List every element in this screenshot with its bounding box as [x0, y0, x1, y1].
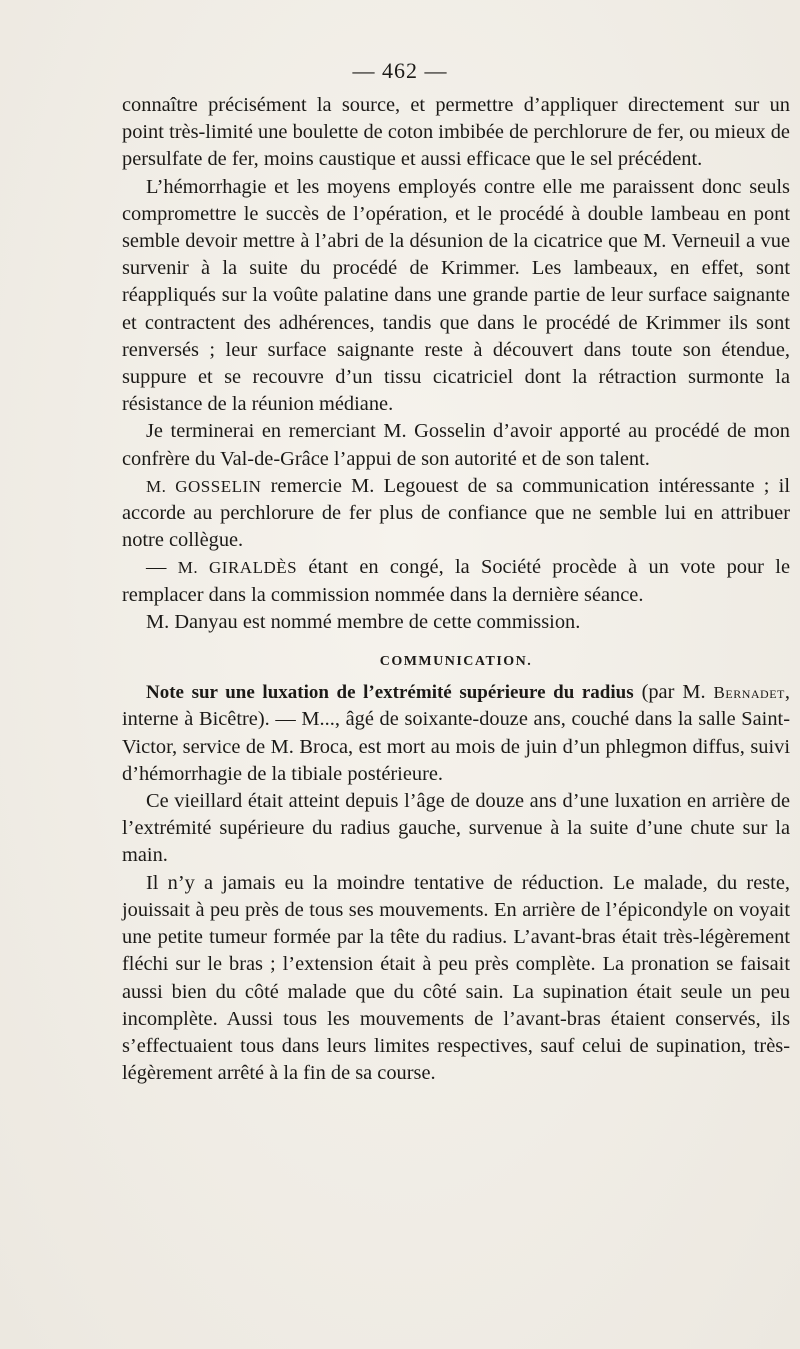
note-title: Note sur une luxation de l’extrémité supérieure du radius [146, 682, 634, 704]
paragraph-continuation: connaître précisément la source, et permettre d’appliquer directement sur un point très-limité une boulette de coton imbibée de perchlorure de fer, ou mieux de persulfate de fer, moins caustique et aussi efficace que le sel précédent. [122, 94, 790, 171]
note-author-open: (par M. [633, 681, 714, 704]
speaker-gosselin: M. GOSSELIN [146, 476, 262, 496]
page-number: — 462 — [352, 58, 448, 83]
speaker-giraldes: M. GIRALDÈS [177, 558, 298, 578]
paragraph-vieillard: Ce vieillard était atteint depuis l’âge de douze ans d’une luxation en arrière de l’extrémité supérieure du radius gauche, survenue à la suite d’une chute sur la main. [122, 790, 790, 867]
paragraph-note [122, 679, 790, 788]
giraldes-dash: — [146, 556, 178, 579]
gosselin-text: remercie M. Legouest de sa communication intéressante ; il accorde au perchlorure de fer plus de confiance que ne semble lui en attribuer notre collègue. [122, 474, 790, 552]
note-text: , interne à Bicêtre). — M..., âgé de soixante-douze ans, couché dans la salle Saint-Victor, service de M. Broca, est mort au mois de juin d’un phlegmon diffus, suivi d’hémorrhagie de la tibiale postérieure. [122, 681, 790, 785]
giraldes-text: étant en congé, la Société procède à un vote pour le remplacer dans la commission nommée dans la dernière séance. [122, 556, 790, 606]
paragraph-reduction: Il n’y a jamais eu la moindre tentative de réduction. Le malade, du reste, jouissait à peu près de tous ses mouvements. En arrière de l’épicondyle on voyait une petite tumeur formée par la tête du radius. L’avant-bras était très-légèrement fléchi sur le bras ; l’extension était à peu près complète. La pronation se faisait aussi bien du côté malade que du côté sain. La supination était seule un peu incomplète. Aussi tous les mouvements de l’avant-bras étaient conservés, ils s’effectuaient tous dans leurs limites respectives, sauf celui de supination, très-légèrement arrêté à la fin de sa course. [122, 871, 790, 1085]
paragraph-hemorrhagie: L’hémorrhagie et les moyens employés contre elle me paraissent donc seuls compromettre le succès de l’opération, et le procédé à double lambeau en pont semble devoir mettre à l’abri de la désunion de la cicatrice que M. Verneuil a vue survenir à la suite du procédé de Krimmer. Les lambeaux, en effet, sont réappliqués sur la voûte palatine dans une grande partie de leur surface saignante et contractent des adhérences, tandis que dans le procédé de Krimmer ils sont renversés ; leur surface saignante reste à découvert dans toute son étendue, suppure et se recouvre d’un tissu cicatriciel dont la rétraction surmonte la résistance de la réunion médiane. [122, 175, 790, 416]
page-body [122, 92, 790, 1087]
paragraph-danyau: M. Danyau est nommé membre de cette commission. [146, 610, 581, 633]
section-heading: COMMUNICATION. [379, 654, 533, 670]
note-author: Bernadet [713, 683, 785, 703]
paragraph-gosselin [122, 473, 790, 555]
paragraph-giraldes [122, 554, 790, 608]
paragraph-conclusion: Je terminerai en remerciant M. Gosselin d’avoir apporté au procédé de mon confrère du Val-de-Grâce l’appui de son autorité et de son talent. [122, 420, 790, 470]
